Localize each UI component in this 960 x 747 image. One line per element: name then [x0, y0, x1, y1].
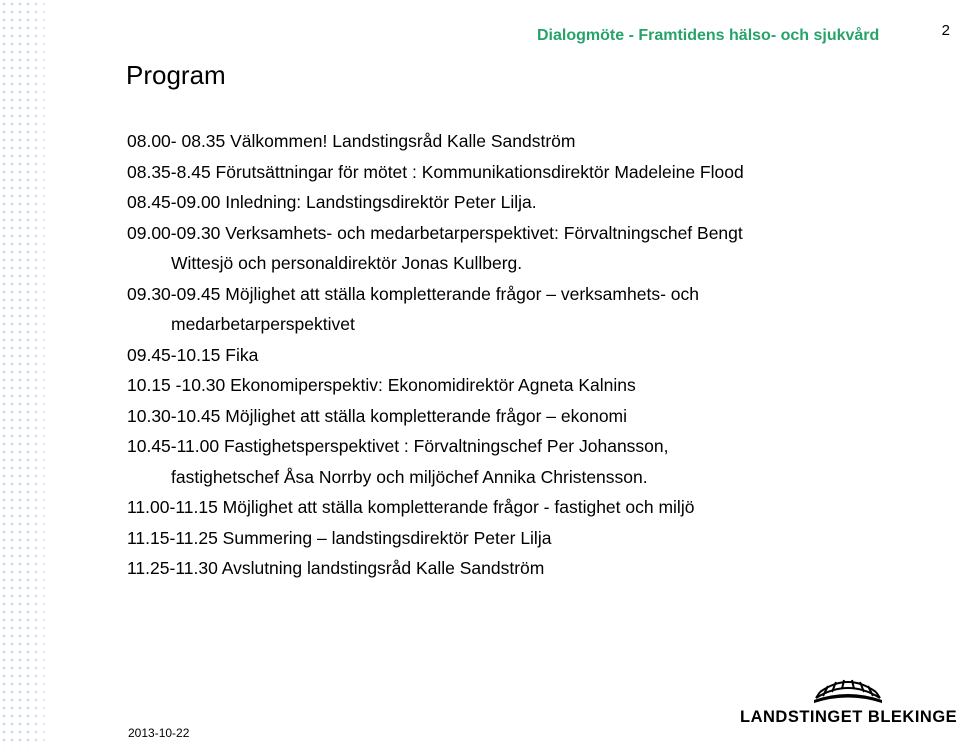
page-number: 2 — [941, 22, 950, 39]
agenda-item: 09.00-09.30 Verksamhets- och medarbetarperspektivet: Förvaltningschef Bengt — [127, 222, 743, 243]
agenda-item-continuation: Wittesjö och personaldirektör Jonas Kullberg. — [171, 253, 523, 273]
agenda-item: 08.35-8.45 Förutsättningar för mötet : Kommunikationsdirektör Madeleine Flood — [127, 161, 744, 182]
agenda-item: 10.45-11.00 Fastighetsperspektivet : Förvaltningschef Per Johansson, — [127, 436, 669, 456]
agenda-item: 11.00-11.15 Möjlighet att ställa kompletterande frågor - fastighet och miljö — [127, 497, 695, 517]
agenda-item: 11.15-11.25 Summering – landstingsdirektör Peter Lilja — [127, 527, 552, 548]
crown-emblem-icon — [810, 670, 886, 706]
agenda-item: 11.25-11.30 Avslutning landstingsråd Kalle Sandström — [127, 558, 545, 578]
agenda-item-continuation: medarbetarperspektivet — [171, 314, 355, 334]
agenda-item-continuation: fastighetschef Åsa Norrby och miljöchef Annika Christensson. — [171, 466, 648, 487]
agenda-item: 08.45-09.00 Inledning: Landstingsdirektör Peter Lilja. — [127, 192, 537, 212]
agenda-item: 10.30-10.45 Möjlighet att ställa kompletterande frågor – ekonomi — [127, 405, 628, 426]
agenda-item: 09.30-09.45 Möjlighet att ställa kompletterande frågor – verksamhets- och — [127, 283, 699, 304]
decorative-dot-fade — [30, 0, 54, 747]
logo-text: LANDSTINGET BLEKINGE — [740, 708, 958, 726]
header-title: Dialogmöte - Framtidens hälso- och sjukvård — [537, 27, 880, 44]
agenda-list — [127, 126, 947, 584]
agenda-item: 09.45-10.15 Fika — [127, 344, 259, 365]
footer-date: 2013-10-22 — [128, 726, 190, 740]
agenda-item: 10.15 -10.30 Ekonomiperspektiv: Ekonomidirektör Agneta Kalnins — [127, 375, 636, 395]
agenda-item: 08.00- 08.35 Välkommen! Landstingsråd Kalle Sandström — [127, 131, 576, 151]
landstinget-blekinge-logo — [740, 670, 958, 730]
page-title: Program — [126, 60, 226, 90]
